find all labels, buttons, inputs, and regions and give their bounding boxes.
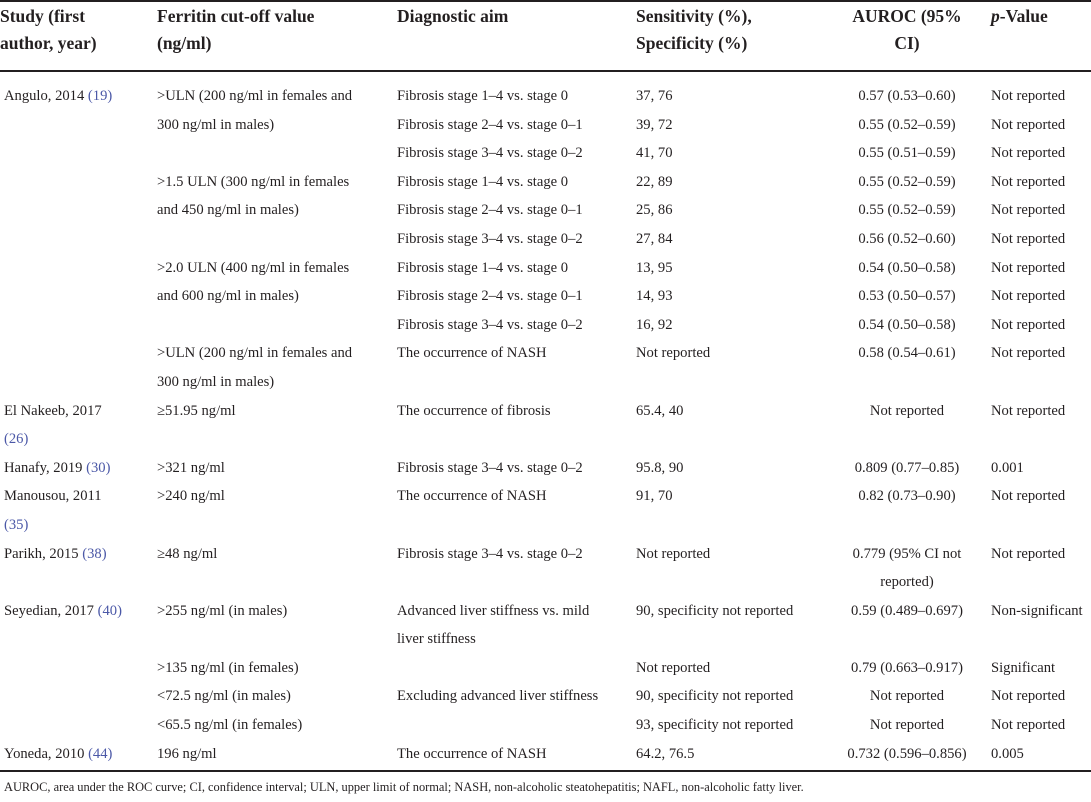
table-row — [0, 568, 1091, 597]
sensitivity-cell: 25, 86 — [636, 202, 673, 219]
auroc-cell — [827, 511, 987, 540]
study-cell: Seyedian, 2017 (40) — [4, 602, 122, 619]
cutoff-cell — [153, 139, 393, 168]
aim-cell — [393, 568, 632, 597]
header-study: Study (first author, year) — [0, 6, 97, 53]
header-cutoff: Ferritin cut-off value (ng/ml) — [157, 6, 315, 53]
reference-link[interactable]: (30) — [86, 459, 111, 476]
auroc-cell: Not reported — [869, 688, 945, 705]
p-value-cell: Not reported — [991, 488, 1066, 505]
cutoff-cell: ≥48 ng/ml — [157, 545, 218, 562]
study-cell: Hanafy, 2019 (30) — [4, 459, 111, 476]
auroc-cell: 0.55 (0.51–0.59) — [858, 145, 956, 162]
aim-cell: Fibrosis stage 2–4 vs. stage 0–1 — [397, 288, 583, 305]
p-value-cell: Not reported — [991, 288, 1066, 305]
header-aim: Diagnostic aim — [397, 6, 509, 26]
sensitivity-cell: 90, specificity not reported — [636, 602, 794, 619]
auroc-cell: 0.732 (0.596–0.856) — [847, 745, 967, 762]
reference-link[interactable]: (44) — [88, 745, 113, 762]
auroc-cell — [827, 625, 987, 654]
aim-cell: Fibrosis stage 1–4 vs. stage 0 — [397, 173, 569, 190]
header-auroc: AUROC (95% CI) — [852, 6, 962, 53]
cutoff-cell: and 600 ng/ml in males) — [157, 288, 299, 305]
aim-cell: The occurrence of NASH — [397, 345, 547, 362]
table-row — [0, 254, 1091, 283]
reference-link[interactable]: (26) — [4, 431, 29, 448]
study-cell — [0, 425, 153, 454]
aim-cell: Fibrosis stage 3–4 vs. stage 0–2 — [397, 316, 583, 333]
sensitivity-cell: 16, 92 — [636, 316, 673, 333]
auroc-cell: 0.56 (0.52–0.60) — [858, 230, 956, 247]
cutoff-cell: <65.5 ng/ml (in females) — [157, 717, 303, 734]
table-row — [0, 71, 1091, 111]
p-value-cell: Not reported — [991, 173, 1066, 190]
aim-cell: The occurrence of fibrosis — [397, 402, 551, 419]
study-cell — [0, 139, 153, 168]
auroc-cell: 0.779 (95% CI not — [852, 545, 962, 562]
table-row — [0, 339, 1091, 368]
header-sensitivity: Sensitivity (%), Specificity (%) — [636, 6, 752, 53]
table-row — [0, 368, 1091, 397]
aim-cell: Fibrosis stage 3–4 vs. stage 0–2 — [397, 545, 583, 562]
sensitivity-cell: 22, 89 — [636, 173, 673, 190]
cutoff-cell — [153, 568, 393, 597]
auroc-cell — [827, 425, 987, 454]
cutoff-cell: >ULN (200 ng/ml in females and — [157, 345, 353, 362]
cutoff-cell: >2.0 ULN (400 ng/ml in females — [157, 259, 350, 276]
sensitivity-cell — [632, 625, 827, 654]
header-p-value: p-Value — [991, 6, 1048, 26]
study-cell — [0, 168, 153, 197]
table-row — [0, 682, 1091, 711]
sensitivity-cell: Not reported — [636, 345, 711, 362]
table-row — [0, 740, 1091, 772]
reference-link[interactable]: (40) — [97, 602, 122, 619]
reference-link[interactable]: (38) — [82, 545, 107, 562]
study-cell — [0, 682, 153, 711]
p-value-cell — [987, 511, 1091, 540]
p-value-cell: Non-significant — [991, 602, 1083, 619]
sensitivity-cell: 95.8, 90 — [636, 459, 684, 476]
auroc-cell: 0.79 (0.663–0.917) — [851, 659, 963, 676]
p-value-cell: Not reported — [991, 116, 1066, 133]
sensitivity-cell — [632, 511, 827, 540]
aim-cell — [393, 654, 632, 683]
reference-link[interactable]: (35) — [4, 516, 29, 533]
sensitivity-cell: 13, 95 — [636, 259, 673, 276]
study-cell — [0, 225, 153, 254]
cutoff-cell — [153, 511, 393, 540]
study-cell — [0, 654, 153, 683]
p-value-cell — [987, 425, 1091, 454]
aim-cell — [393, 711, 632, 740]
aim-cell: The occurrence of NASH — [397, 745, 547, 762]
cutoff-cell: <72.5 ng/ml (in males) — [157, 688, 291, 705]
sensitivity-cell: Not reported — [636, 659, 711, 676]
table-row — [0, 597, 1091, 626]
cutoff-cell: >240 ng/ml — [157, 488, 225, 505]
cutoff-cell — [153, 225, 393, 254]
table-row — [0, 454, 1091, 483]
cutoff-cell: >ULN (200 ng/ml in females and — [157, 88, 353, 104]
sensitivity-cell: 93, specificity not reported — [636, 717, 794, 734]
cutoff-cell: and 450 ng/ml in males) — [157, 202, 299, 219]
auroc-cell: 0.55 (0.52–0.59) — [858, 202, 956, 219]
table-row — [0, 625, 1091, 654]
table-row — [0, 425, 1091, 454]
auroc-cell: 0.54 (0.50–0.58) — [858, 259, 956, 276]
table-row — [0, 225, 1091, 254]
study-cell — [0, 368, 153, 397]
auroc-cell: 0.82 (0.73–0.90) — [858, 488, 956, 505]
table-row — [0, 139, 1091, 168]
cutoff-cell: 196 ng/ml — [157, 745, 217, 762]
sensitivity-cell: 37, 76 — [636, 88, 673, 104]
cutoff-cell — [153, 311, 393, 340]
study-cell: El Nakeeb, 2017 — [4, 402, 102, 419]
study-cell: Parikh, 2015 (38) — [4, 545, 107, 562]
table-row — [0, 168, 1091, 197]
p-value-cell: 0.001 — [991, 459, 1024, 476]
auroc-cell: 0.54 (0.50–0.58) — [858, 316, 956, 333]
p-value-cell — [987, 568, 1091, 597]
table-row — [0, 511, 1091, 540]
table-row — [0, 111, 1091, 140]
p-value-cell: Not reported — [991, 688, 1066, 705]
auroc-cell: 0.55 (0.52–0.59) — [858, 116, 956, 133]
table-row — [0, 196, 1091, 225]
aim-cell: Excluding advanced liver stiffness — [397, 688, 599, 705]
p-value-cell: Not reported — [991, 230, 1066, 247]
sensitivity-cell: 90, specificity not reported — [636, 688, 794, 705]
p-value-cell: Not reported — [991, 145, 1066, 162]
aim-cell: Fibrosis stage 2–4 vs. stage 0–1 — [397, 202, 583, 219]
reference-link[interactable]: (19) — [87, 88, 113, 104]
sensitivity-cell — [632, 425, 827, 454]
cutoff-cell: >321 ng/ml — [157, 459, 225, 476]
cutoff-cell: >255 ng/ml (in males) — [157, 602, 288, 619]
sensitivity-cell: 39, 72 — [636, 116, 673, 133]
cutoff-cell: ≥51.95 ng/ml — [157, 402, 236, 419]
auroc-cell: 0.59 (0.489–0.697) — [851, 602, 963, 619]
cutoff-cell — [153, 425, 393, 454]
study-cell: Angulo, 2014 (19) — [4, 88, 113, 104]
sensitivity-cell: 14, 93 — [636, 288, 673, 305]
sensitivity-cell: Not reported — [636, 545, 711, 562]
sensitivity-cell — [632, 368, 827, 397]
cutoff-cell: 300 ng/ml in males) — [157, 116, 275, 133]
sensitivity-cell: 27, 84 — [636, 230, 673, 247]
auroc-cell: Not reported — [869, 717, 945, 734]
aim-cell: Fibrosis stage 3–4 vs. stage 0–2 — [397, 459, 583, 476]
sensitivity-cell: 91, 70 — [636, 488, 673, 505]
p-value-cell: Not reported — [991, 259, 1066, 276]
study-cell — [0, 339, 153, 368]
aim-cell: Advanced liver stiffness vs. mild — [397, 602, 590, 619]
p-value-cell: Not reported — [991, 316, 1066, 333]
p-value-cell — [987, 625, 1091, 654]
sensitivity-cell: 64.2, 76.5 — [636, 745, 695, 762]
cutoff-cell: >1.5 ULN (300 ng/ml in females — [157, 173, 350, 190]
p-value-cell: Not reported — [991, 202, 1066, 219]
table-row — [0, 711, 1091, 740]
aim-cell: Fibrosis stage 3–4 vs. stage 0–2 — [397, 230, 583, 247]
sensitivity-cell — [632, 568, 827, 597]
study-cell — [0, 196, 153, 225]
study-cell — [0, 111, 153, 140]
auroc-cell: 0.53 (0.50–0.57) — [858, 288, 956, 305]
aim-cell: Fibrosis stage 2–4 vs. stage 0–1 — [397, 116, 583, 133]
study-cell: Yoneda, 2010 (44) — [4, 745, 113, 762]
table-row — [0, 540, 1091, 569]
auroc-cell: 0.57 (0.53–0.60) — [858, 88, 956, 104]
aim-cell — [393, 511, 632, 540]
p-value-cell: Not reported — [991, 545, 1066, 562]
aim-cell — [393, 425, 632, 454]
p-value-cell — [987, 368, 1091, 397]
auroc-cell: reported) — [880, 574, 934, 591]
auroc-cell: 0.58 (0.54–0.61) — [858, 345, 956, 362]
aim-cell: Fibrosis stage 1–4 vs. stage 0 — [397, 259, 569, 276]
auroc-cell: 0.809 (0.77–0.85) — [854, 459, 960, 476]
study-cell: Manousou, 2011 — [4, 488, 102, 505]
p-value-cell: Not reported — [991, 717, 1066, 734]
table-row — [0, 282, 1091, 311]
study-cell — [0, 625, 153, 654]
p-value-cell: Significant — [991, 659, 1056, 676]
aim-cell: liver stiffness — [397, 631, 476, 648]
study-cell — [0, 282, 153, 311]
table-row — [0, 311, 1091, 340]
aim-cell — [393, 368, 632, 397]
p-value-cell: Not reported — [991, 402, 1066, 419]
p-value-cell: Not reported — [991, 88, 1066, 104]
table-footnote: AUROC, area under the ROC curve; CI, confidence interval; ULN, upper limit of normal; NASH, non-alcoholic steatohepatitis; NAFL, non-alcoholic fatty liver. — [4, 780, 804, 794]
table-header — [0, 1, 1091, 71]
aim-cell: Fibrosis stage 1–4 vs. stage 0 — [397, 88, 569, 104]
auroc-cell: Not reported — [869, 402, 945, 419]
sensitivity-cell: 65.4, 40 — [636, 402, 684, 419]
study-cell — [0, 311, 153, 340]
table-body — [0, 71, 1091, 771]
study-cell — [0, 511, 153, 540]
aim-cell: Fibrosis stage 3–4 vs. stage 0–2 — [397, 145, 583, 162]
table-row — [0, 654, 1091, 683]
study-cell — [0, 254, 153, 283]
cutoff-cell: 300 ng/ml in males) — [157, 373, 275, 390]
cutoff-cell — [153, 625, 393, 654]
p-value-cell: Not reported — [991, 345, 1066, 362]
table-row — [0, 482, 1091, 511]
table-row — [0, 397, 1091, 426]
auroc-cell: 0.55 (0.52–0.59) — [858, 173, 956, 190]
p-value-cell: 0.005 — [991, 745, 1024, 762]
aim-cell: The occurrence of NASH — [397, 488, 547, 505]
cutoff-cell: >135 ng/ml (in females) — [157, 659, 299, 676]
auroc-cell — [827, 368, 987, 397]
study-cell — [0, 568, 153, 597]
sensitivity-cell: 41, 70 — [636, 145, 673, 162]
study-cell — [0, 711, 153, 740]
